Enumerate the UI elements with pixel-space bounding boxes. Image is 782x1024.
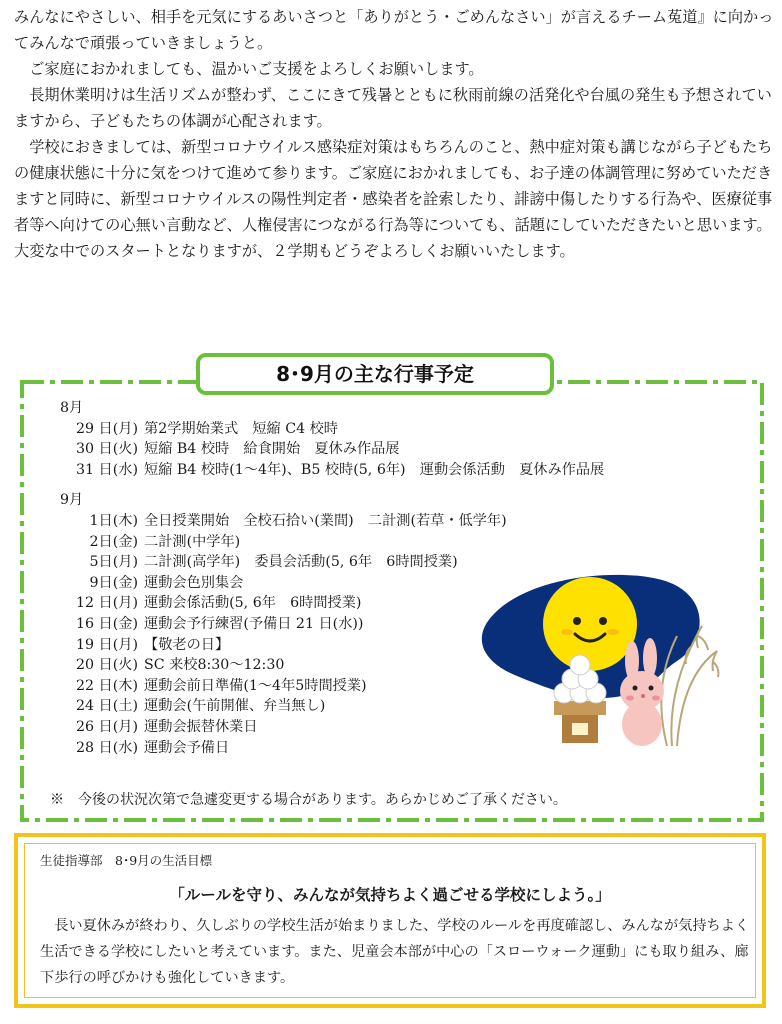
schedule-row [60, 532, 720, 553]
schedule-date: 29 日(月) [75, 420, 138, 437]
schedule-event: 短縮 B4 校時 給食開始 夏休み作品展 [144, 441, 400, 458]
schedule-date: 1日(木) [89, 512, 138, 529]
intro-text [14, 4, 774, 264]
schedule-date: 24 日(土) [75, 698, 138, 715]
month-label-september: 9月 [60, 492, 84, 509]
schedule-date: 19 日(月) [75, 636, 138, 653]
moon-viewing-illustration [472, 566, 722, 766]
schedule-row [60, 419, 720, 440]
schedule-event: 運動会(午前開催、弁当無し) [144, 698, 326, 715]
intro-paragraph-3: 長期休業明けは生活リズムが整わず、ここにきて残暑とともに秋雨前線の活発化や台風の発生も予想されていますから、子どもたちの体調が心配されます。 [14, 86, 772, 130]
schedule-event: 運動会予行練習(予備日 21 日(水)) [144, 615, 364, 632]
schedule-event: 二計測(中学年) [144, 533, 241, 550]
schedule-row [60, 439, 720, 460]
schedule-date: 28 日(水) [75, 739, 138, 756]
schedule-date: 22 日(木) [75, 677, 138, 694]
schedule-date: 31 日(水) [75, 461, 138, 478]
intro-paragraph-4: 学校におきましては、新型コロナウイルス感染症対策はもちろんのこと、熱中症対策も講じながら子どもたちの健康状態に十分に気をつけて進めて参ります。ご家庭におかれましても、お子達の体調管理に努めていただきますと同時に、新型コロナウイルスの陽性判定者・感染者を詮索したり、誹謗中傷したりする行為や、医療従事者等へ向けての心無い言動など、人権侵害につながる行為等についても、話題にしていただきたいと思います。 [14, 138, 773, 234]
life-goals-slogan: 「ルールを守り、みんなが気持ちよく過ごせる学校にしよう。」 [169, 886, 611, 904]
schedule-event: 運動会予備日 [144, 739, 230, 756]
intro-paragraph-1: みんなにやさしい、相手を元気にするあいさつと「ありがとう・ごめんなさい」が言えるチーム菟道』に向かってみんなで頑張っていきましょうと。 [14, 8, 774, 52]
schedule-row [60, 460, 720, 481]
schedule-title: 8･9月の主な行事予定 [196, 353, 554, 395]
schedule-date: 2日(金) [89, 533, 138, 550]
schedule-event: 短縮 B4 校時(1～4年)、B5 校時(5, 6年) 運動会係活動 夏休み作品展 [144, 461, 605, 478]
schedule-event: 運動会色別集会 [144, 574, 244, 591]
schedule-date: 30 日(火) [75, 441, 138, 458]
life-goals-box [14, 833, 766, 1008]
schedule-date: 26 日(月) [75, 718, 138, 735]
schedule-event: 運動会係活動(5, 6年 6時間授業) [144, 595, 362, 612]
schedule-event: 【敬老の日】 [144, 636, 230, 653]
schedule-event: 運動会振替休業日 [144, 718, 258, 735]
schedule-event: 全日授業開始 全校石拾い(業間) 二計測(若草・低学年) [144, 512, 507, 529]
life-goals-header: 生徒指導部 8･9月の生活目標 [40, 853, 213, 868]
schedule-date: 20 日(火) [75, 657, 138, 674]
schedule-date: 16 日(金) [75, 615, 138, 632]
intro-paragraph-5: 大変な中でのスタートとなりますが、２学期もどうぞよろしくお願いいたします。 [14, 242, 575, 260]
moon-icon [543, 577, 637, 671]
schedule-event: 二計測(高学年) 委員会活動(5, 6年 6時間授業) [144, 554, 458, 571]
schedule-row [60, 511, 720, 532]
schedule-date: 12 日(月) [75, 595, 138, 612]
intro-paragraph-2: ご家庭におかれましても、温かいご支援をよろしくお願いします。 [29, 60, 484, 78]
schedule-event: 第2学期始業式 短縮 C4 校時 [144, 420, 338, 437]
schedule-event: SC 来校8:30～12:30 [144, 657, 285, 674]
life-goals-paragraph: 長い夏休みが終わり、久しぶりの学校生活が始まりました、学校のルールを再度確認し、みんなが気持ちよく生活できる学校にしたいと考えています。また、児童会本部が中心の「スローウォーク運動」にも取り組み、廊下歩行の呼びかけも強化していきます。 [40, 918, 750, 986]
schedule-date: 9日(金) [89, 574, 138, 591]
month-label-august: 8月 [60, 400, 84, 416]
schedule-date: 5日(月) [89, 554, 138, 571]
life-goals-body [40, 913, 750, 991]
schedule-note: ※ 今後の状況次第で急遽変更する場合があります。あらかじめご了承ください。 [50, 792, 567, 808]
schedule-event: 運動会前日準備(1～4年5時間授業) [144, 677, 367, 694]
